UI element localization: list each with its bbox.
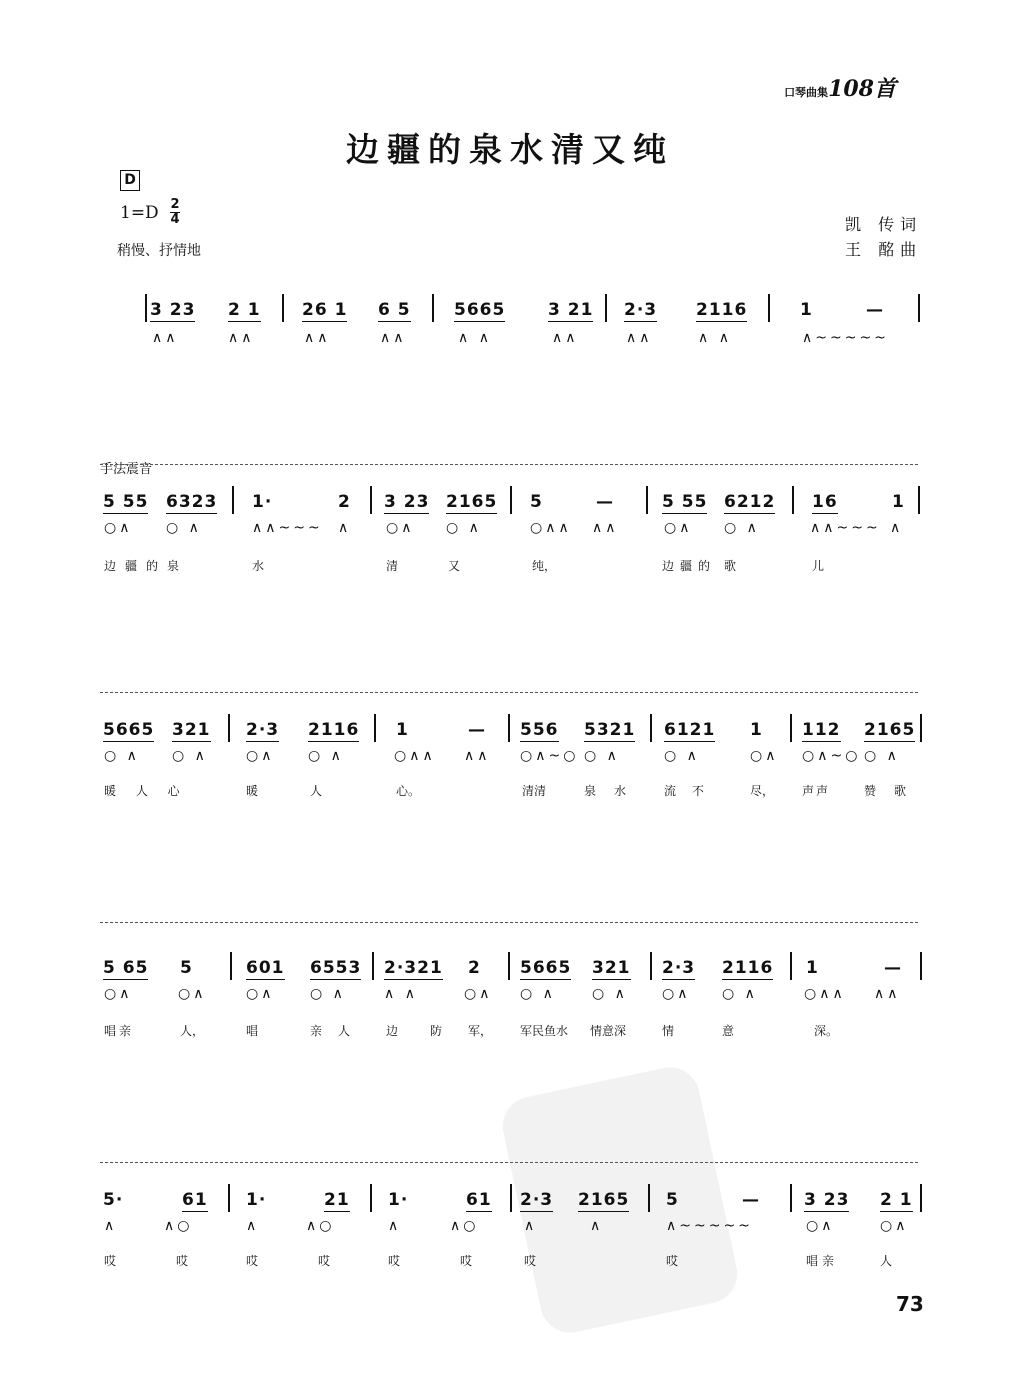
barline: [792, 486, 794, 514]
lyric: 纯，: [532, 559, 557, 573]
breath-mark: ∧: [590, 1218, 604, 1234]
breath-mark: ○ ∧: [308, 748, 344, 764]
breath-mark: ∧: [890, 520, 904, 536]
note-group: 2116: [308, 720, 360, 740]
technique-label: 手法震音: [100, 462, 153, 477]
note-group: 601: [246, 958, 285, 978]
breath-mark: ○ ∧: [520, 986, 556, 1002]
breath-mark: ○ ∧: [664, 748, 700, 764]
note-group: 3 21: [548, 300, 594, 320]
breath-mark: ○∧: [386, 520, 415, 536]
breath-mark: ∧: [338, 520, 352, 536]
lyric: 清: [386, 559, 399, 573]
note-group: 556: [520, 720, 559, 740]
breath-mark: ∧∧: [874, 986, 901, 1002]
lyric: 边: [386, 1024, 399, 1038]
breath-mark: ∧∧~~~: [810, 520, 881, 536]
barline: [282, 294, 284, 322]
lyric: 情意深: [590, 1024, 627, 1038]
breath-mark: ○ ∧: [722, 986, 758, 1002]
barline: [920, 952, 922, 980]
note-group: 1·: [388, 1190, 409, 1210]
breath-mark: ○ ∧: [446, 520, 482, 536]
note-group: 2165: [578, 1190, 630, 1210]
note-group: 26 1: [302, 300, 348, 320]
note-group: 61: [466, 1190, 492, 1210]
lyric: 哎: [104, 1254, 117, 1268]
breath-mark: ○∧: [880, 1218, 909, 1234]
dashed-line: [100, 464, 918, 465]
breath-mark: ∧∧: [380, 330, 407, 346]
note-group: 16: [812, 492, 838, 512]
note-group: 5665: [520, 958, 572, 978]
meter-top: 2: [170, 197, 180, 212]
note-group: 6212: [724, 492, 776, 512]
breath-mark: ∧∧: [464, 748, 491, 764]
breath-mark: ○∧~○: [520, 748, 579, 764]
breath-mark: ○ ∧: [592, 986, 628, 1002]
lyric: 哎: [460, 1254, 473, 1268]
note-group: —: [884, 958, 902, 978]
note-group: 5: [530, 492, 543, 512]
lyric: 又: [448, 559, 461, 573]
note-group: 21: [324, 1190, 350, 1210]
lyric: 流 不: [664, 784, 710, 798]
lyric: 泉: [584, 784, 597, 798]
barline: [145, 294, 147, 322]
barline: [432, 294, 434, 322]
note-group: 6 5: [378, 300, 411, 320]
song-title: 边疆的泉水清又纯: [346, 130, 674, 169]
note-group: 6553: [310, 958, 362, 978]
breath-mark: ○ ∧: [104, 748, 140, 764]
barline: [646, 486, 648, 514]
lyric: 亲: [310, 1024, 323, 1038]
lyric: 军，: [468, 1024, 493, 1038]
note-group: 2116: [696, 300, 748, 320]
lyric: 水: [614, 784, 627, 798]
breath-mark: ○∧∧: [530, 520, 572, 536]
lyric: 唱: [246, 1024, 259, 1038]
note-group: 2: [468, 958, 481, 978]
note-group: —: [742, 1190, 760, 1210]
note-group: 5 55: [103, 492, 149, 512]
barline: [920, 714, 922, 742]
breath-mark: ∧∧: [552, 330, 579, 346]
lyricist-credit: 凯 传词: [845, 215, 923, 234]
lyric: 边疆的泉: [104, 559, 189, 573]
breath-mark: ○∧: [246, 748, 275, 764]
collection-tag-small: 口琴曲集: [784, 86, 829, 99]
dashed-line: [100, 1162, 918, 1163]
lyric: 歌: [724, 559, 737, 573]
lyric: 人: [880, 1254, 893, 1268]
barline: [228, 1184, 230, 1212]
breath-mark: ∧○: [306, 1218, 335, 1234]
note-group: 61: [182, 1190, 208, 1210]
note-group: 5321: [584, 720, 636, 740]
breath-mark: ○∧: [104, 986, 133, 1002]
breath-mark: ∧∧: [152, 330, 179, 346]
barline: [790, 952, 792, 980]
dashed-line: [100, 692, 918, 693]
meter-bottom: 4: [170, 212, 180, 227]
breath-mark: ∧: [388, 1218, 402, 1234]
breath-mark: ○∧: [806, 1218, 835, 1234]
lyric: 赞: [864, 784, 877, 798]
note-group: 2165: [446, 492, 498, 512]
breath-mark: ∧: [104, 1218, 118, 1234]
note-group: 2116: [722, 958, 774, 978]
lyric: 尽，: [750, 784, 775, 798]
note-group: —: [866, 300, 884, 320]
breath-mark: ∧∧: [626, 330, 653, 346]
breath-mark: ○∧: [104, 520, 133, 536]
note-group: 3 23: [150, 300, 196, 320]
barline: [510, 1184, 512, 1212]
barline: [920, 1184, 922, 1212]
lyric: 哎: [524, 1254, 537, 1268]
note-group: 112: [802, 720, 841, 740]
breath-mark: ∧∧: [228, 330, 255, 346]
note-group: 1·: [252, 492, 273, 512]
note-group: 1: [800, 300, 813, 320]
note-group: 5 65: [103, 958, 149, 978]
barline: [650, 952, 652, 980]
note-group: 5: [180, 958, 193, 978]
breath-mark: ○∧∧: [804, 986, 846, 1002]
dashed-line: [100, 922, 918, 923]
breath-mark: ○∧: [750, 748, 779, 764]
breath-mark: ∧: [246, 1218, 260, 1234]
breath-mark: ∧ ∧: [698, 330, 732, 346]
barline: [650, 714, 652, 742]
composer-credit: 王 酩曲: [845, 240, 923, 259]
barline: [768, 294, 770, 322]
note-group: 1: [750, 720, 763, 740]
lyric: 人: [338, 1024, 351, 1038]
barline: [370, 1184, 372, 1212]
note-group: 321: [592, 958, 631, 978]
time-signature: [170, 198, 180, 227]
key-signature: 1=D: [120, 203, 159, 223]
barline: [508, 952, 510, 980]
lyric: 儿: [812, 559, 825, 573]
barline: [790, 1184, 792, 1212]
barline: [510, 486, 512, 514]
note-group: 2: [338, 492, 351, 512]
breath-mark: ○ ∧: [310, 986, 346, 1002]
breath-mark: ○∧~○: [802, 748, 861, 764]
lyric: 军民鱼水: [520, 1024, 569, 1038]
lyric: 边疆的: [662, 559, 717, 573]
breath-mark: ○∧∧: [394, 748, 436, 764]
barline: [508, 714, 510, 742]
page-number: 73: [896, 1292, 924, 1316]
note-group: 1: [892, 492, 905, 512]
breath-mark: ∧○: [450, 1218, 479, 1234]
lyric: 防: [430, 1024, 443, 1038]
lyric: 水: [252, 559, 265, 573]
tempo-marking: 稍慢、抒情地: [117, 243, 201, 259]
lyric: 唱亲: [806, 1254, 839, 1268]
lyric: 唱亲: [104, 1024, 135, 1038]
lyric: 暖 人 心: [104, 784, 188, 798]
lyric: 人: [310, 784, 323, 798]
breath-mark: ○∧: [246, 986, 275, 1002]
note-group: 6323: [166, 492, 218, 512]
breath-mark: ∧∧: [304, 330, 331, 346]
note-group: 2·3: [520, 1190, 554, 1210]
note-group: 1: [396, 720, 409, 740]
note-group: 5665: [103, 720, 155, 740]
breath-mark: ∧: [524, 1218, 538, 1234]
note-group: 1·: [246, 1190, 267, 1210]
note-group: 2165: [864, 720, 916, 740]
breath-mark: ○ ∧: [724, 520, 760, 536]
lyric: 情: [662, 1024, 675, 1038]
breath-mark: ∧~~~~~: [666, 1218, 753, 1234]
note-group: 2 1: [880, 1190, 913, 1210]
note-group: 2·3: [624, 300, 658, 320]
barline: [232, 486, 234, 514]
lyric: 哎: [388, 1254, 401, 1268]
lyric: 意: [722, 1024, 735, 1038]
note-group: 2·3: [662, 958, 696, 978]
barline: [605, 294, 607, 322]
breath-mark: ○ ∧: [172, 748, 208, 764]
breath-mark: ∧○: [164, 1218, 193, 1234]
note-group: 2·321: [384, 958, 443, 978]
note-group: 5·: [103, 1190, 124, 1210]
breath-mark: ∧ ∧: [458, 330, 492, 346]
breath-mark: ∧ ∧: [384, 986, 418, 1002]
note-group: 2·3: [246, 720, 280, 740]
breath-mark: ∧∧: [592, 520, 619, 536]
breath-mark: ○∧: [464, 986, 493, 1002]
breath-mark: ○∧: [664, 520, 693, 536]
barline: [790, 714, 792, 742]
breath-mark: ○ ∧: [166, 520, 202, 536]
lyric: 暖: [246, 784, 259, 798]
lyric: 哎: [176, 1254, 189, 1268]
note-group: 6121: [664, 720, 716, 740]
note-group: 1: [806, 958, 819, 978]
breath-mark: ○∧: [178, 986, 207, 1002]
lyric: 深。: [814, 1024, 839, 1038]
note-group: 5: [666, 1190, 679, 1210]
lyric: 人，: [180, 1024, 205, 1038]
breath-mark: ∧∧~~~: [252, 520, 323, 536]
breath-mark: ○ ∧: [864, 748, 900, 764]
lyric: 哎: [246, 1254, 259, 1268]
note-group: —: [596, 492, 614, 512]
note-group: 3 23: [804, 1190, 850, 1210]
lyric: 清清: [522, 784, 547, 798]
note-group: 321: [172, 720, 211, 740]
barline: [230, 952, 232, 980]
lyric: 歌: [894, 784, 907, 798]
lyric: 哎: [318, 1254, 331, 1268]
barline: [918, 294, 920, 322]
note-group: 3 23: [384, 492, 430, 512]
collection-tag: [784, 72, 896, 103]
section-label: D: [120, 170, 140, 191]
barline: [372, 952, 374, 980]
barline: [228, 714, 230, 742]
breath-mark: ∧~~~~~: [802, 330, 889, 346]
note-group: 2 1: [228, 300, 261, 320]
barline: [918, 486, 920, 514]
breath-mark: ○ ∧: [584, 748, 620, 764]
collection-tag-big: 108首: [828, 76, 896, 102]
barline: [370, 486, 372, 514]
note-group: 5665: [454, 300, 506, 320]
barline: [374, 714, 376, 742]
note-group: 5 55: [662, 492, 708, 512]
breath-mark: ○∧: [662, 986, 691, 1002]
note-group: —: [468, 720, 486, 740]
barline: [648, 1184, 650, 1212]
lyric: 声声: [802, 784, 831, 798]
lyric: 哎: [666, 1254, 679, 1268]
lyric: 心。: [396, 784, 421, 798]
